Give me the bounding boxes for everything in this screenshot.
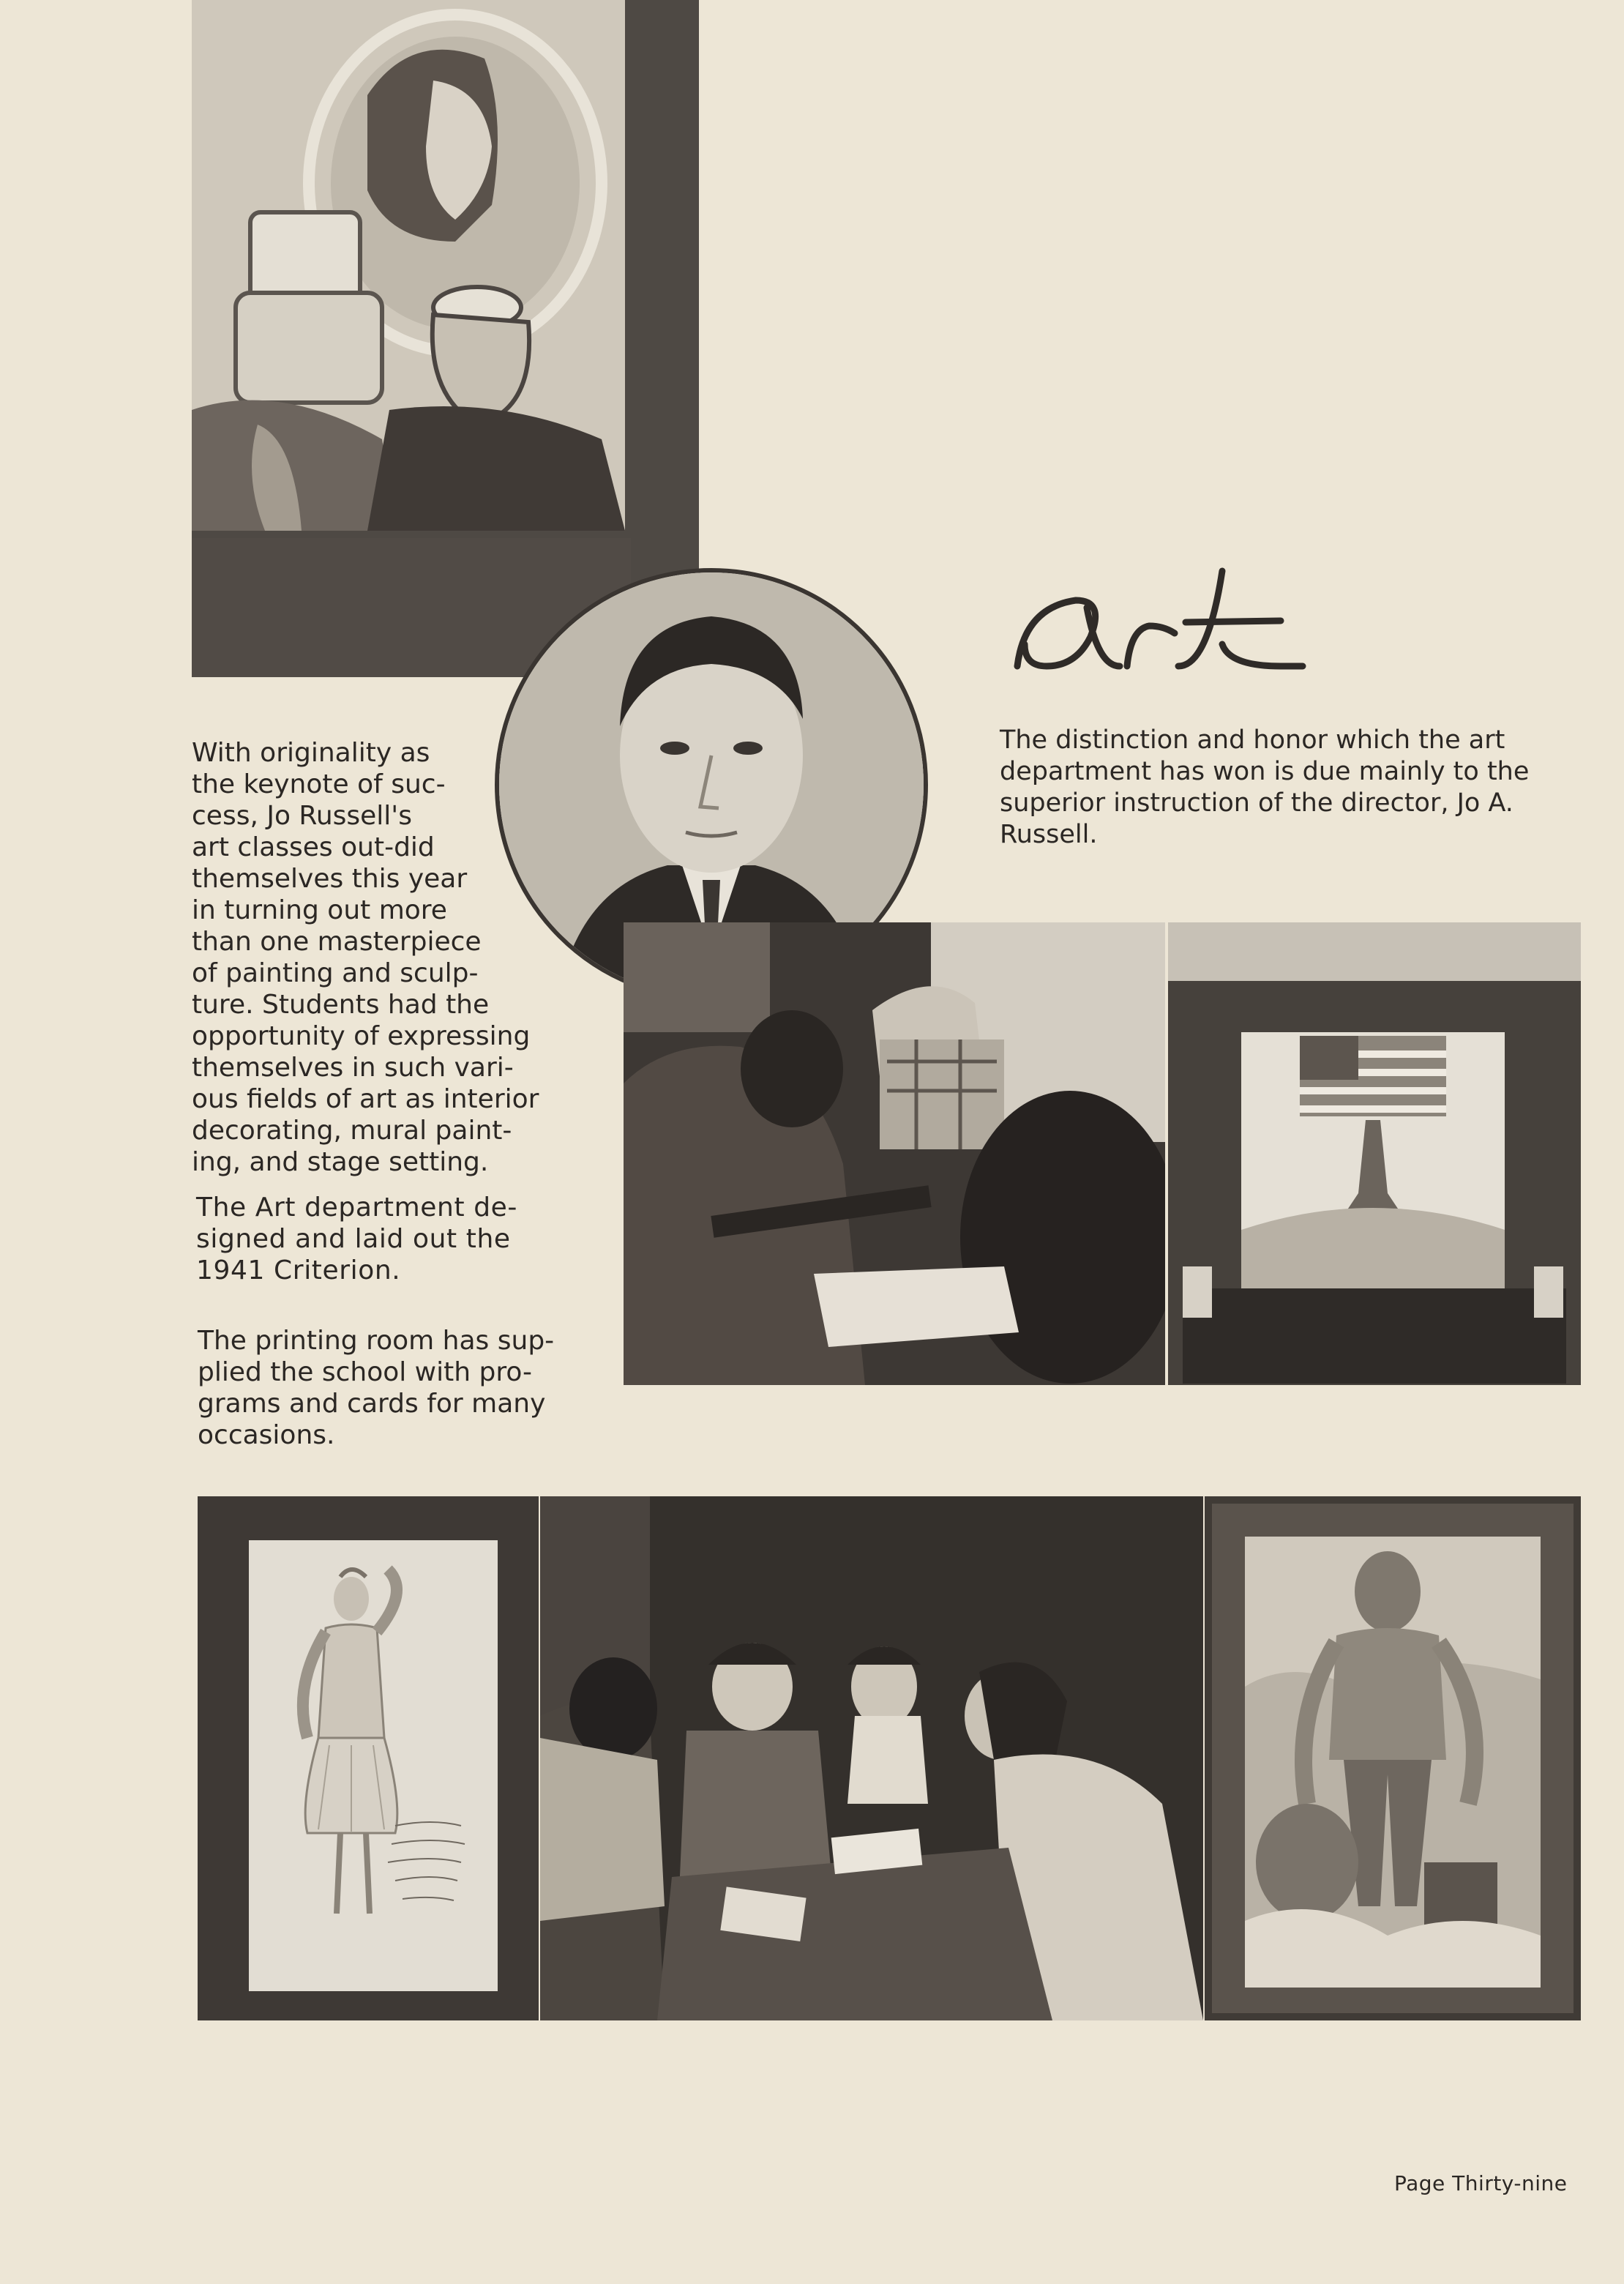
distinction-paragraph: The distinction and honor which the art department has won is due mainly to the superior instruction of the director, Jo A. Russell. xyxy=(1000,725,1530,849)
mural-painting xyxy=(1205,1496,1581,2020)
page-title xyxy=(1003,556,1310,688)
intro-paragraph: With originality as the keynote of suc- cess, Jo Russell's art classes out-did themselves this year in turning out more than one masterpiece of painting and sculp- ture. Students had the opportunity of expressing themselves in such vari- ous fields of art as interior decorating, mural paint- ing, and stage setting. xyxy=(192,738,539,1177)
page-number: Page Thirty-nine xyxy=(1394,2171,1568,2195)
printing-press-photo xyxy=(624,922,1165,1385)
stage-set-photo xyxy=(1168,922,1581,1385)
students-working-photo xyxy=(540,1496,1203,2020)
still-life-painting xyxy=(192,0,699,677)
printing-paragraph: The printing room has sup- plied the school with pro- grams and cards for many occasions. xyxy=(198,1326,555,1450)
fashion-sketch xyxy=(198,1496,539,2020)
criterion-paragraph: The Art department de- signed and laid out the 1941 Criterion. xyxy=(196,1193,517,1285)
